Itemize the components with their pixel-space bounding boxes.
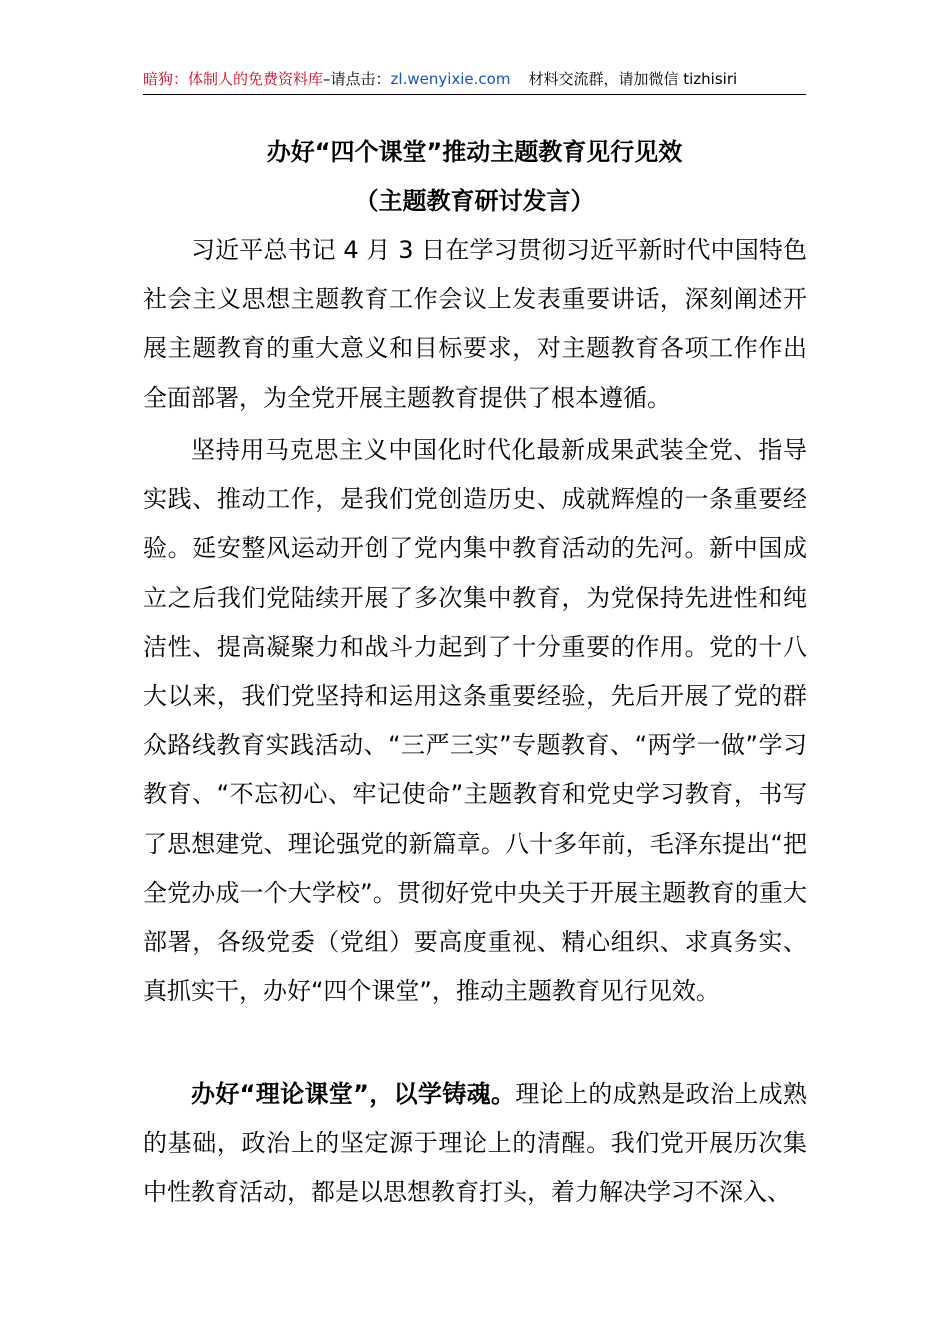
paragraph-intro: 习近平总书记 4 月 3 日在学习贯彻习近平新时代中国特色社会主义思想主题教育工作会议上发表重要讲话，深刻阐述开展主题教育的重大意义和目标要求，对主题教育各项工作作出全面部署，为全党开展主题教育提供了根本遵循。 [143, 236, 807, 412]
paragraph-theory-classroom [143, 1070, 807, 1218]
paragraph-background: 坚持用马克思主义中国化时代化最新成果武装全党、指导实践、推动工作，是我们党创造历史、成就辉煌的一条重要经验。延安整风运动开创了党内集中教育活动的先河。新中国成立之后我们党陆续开展了多次集中教育，为党保持先进性和纯洁性、提高凝聚力和战斗力起到了十分重要的作用。党的十八大以来，我们党坚持和运用这条重要经验，先后开展了党的群众路线教育实践活动、“三严三实”专题教育、“两学一做”学习教育、“不忘初心、牢记使命”主题教育和党史学习教育，书写了思想建党、理论强党的新篇章。八十多年前，毛泽东提出“把全党办成一个大学校”。贯彻好党中央关于开展主题教育的重大部署，各级党委（党组）要高度重视、精心组织、求真务实、真抓实干，办好“四个课堂”，推动主题教育见行见效。 [143, 436, 807, 1006]
document-title: 办好“四个课堂”推动主题教育见行见效 [266, 138, 683, 166]
page-header [143, 68, 806, 95]
section-heading: 办好“理论课堂”，以学铸魂。 [191, 1080, 516, 1108]
header-contact: 材料交流群，请加微信 tizhisiri [528, 70, 738, 88]
document-subtitle: （主题教育研讨发言） [354, 187, 595, 215]
header-prompt: –请点击： [323, 70, 391, 88]
header-link[interactable]: zl.wenyixie.com [390, 70, 511, 88]
section-text: 理论上的成熟是政治上成熟的基础，政治上的坚定源于理论上的清醒。我们党开展历次集中性教育活动，都是以思想教育打头，着力解决学习不深入、 [143, 1080, 807, 1207]
header-brand: 暗狗：体制人的免费资料库 [143, 70, 324, 88]
